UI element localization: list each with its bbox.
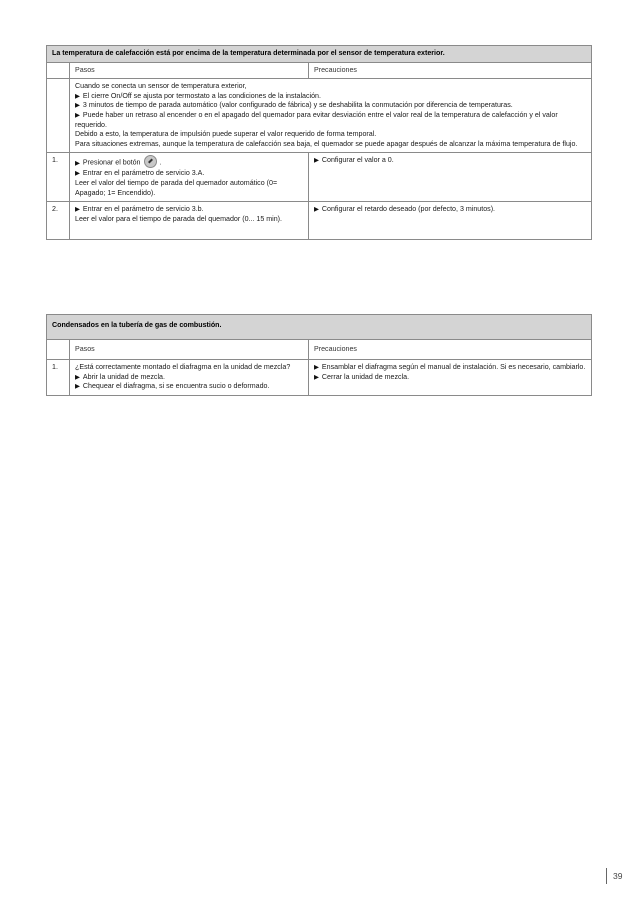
table-heating-temperature bbox=[46, 45, 592, 240]
step-cell: ▶ Presionar el botón . ▶ Entrar en el parámetro de servicio 3.A. Leer el valor del tiempo de parada del quemador automático (0= Apagado; 1= Encendido). bbox=[70, 153, 309, 202]
intro-text bbox=[70, 79, 592, 153]
blank-cell bbox=[47, 62, 70, 79]
precaution-cell: ▶ Ensamblar el diafragma según el manual de instalación. Si es necesario, cambiarlo. ▶ Cerrar la unidad de mezcla. bbox=[309, 360, 592, 396]
blank-cell bbox=[47, 339, 70, 360]
play-arrow-icon: ▶ bbox=[314, 373, 319, 381]
intro-bullet: ▶ Puede haber un retraso al encender o en el apagado del quemador para evitar desviación entre el valor real de la temperatura de calefacción y el valor requerido. bbox=[75, 110, 558, 129]
blank-cell bbox=[47, 79, 70, 153]
intro-bullet: ▶ El cierre On/Off se ajusta por termostato a las condiciones de la instalación. bbox=[75, 91, 321, 100]
step-cell: ▶ Entrar en el parámetro de servicio 3.b. Leer el valor para el tiempo de parada del quemador (0... 15 min). bbox=[70, 202, 309, 240]
intro-line: Debido a esto, la temperatura de impulsión puede superar el valor requerido de forma temporal. bbox=[75, 130, 377, 139]
step-cell: ¿Está correctamente montado el diafragma en la unidad de mezcla? ▶ Abrir la unidad de mezcla. ▶ Chequear el diafragma, si se encuentra sucio o deformado. bbox=[70, 360, 309, 396]
intro-line: Para situaciones extremas, aunque la temperatura de calefacción sea baja, el quemador se puede apagar después de alcanzar la máxima temperatura de flujo. bbox=[75, 139, 578, 148]
column-header-steps: Pasos bbox=[70, 62, 309, 79]
row-number: 1. bbox=[47, 153, 70, 202]
column-header-precautions: Precauciones bbox=[309, 62, 592, 79]
table-row bbox=[47, 202, 592, 240]
play-arrow-icon: ▶ bbox=[75, 170, 80, 178]
play-arrow-icon: ▶ bbox=[314, 364, 319, 372]
play-arrow-icon: ▶ bbox=[75, 373, 80, 381]
wrench-button-icon bbox=[144, 155, 157, 168]
column-header-precautions: Precauciones bbox=[309, 339, 592, 360]
play-arrow-icon: ▶ bbox=[75, 111, 80, 119]
play-arrow-icon: ▶ bbox=[314, 157, 319, 165]
play-arrow-icon: ▶ bbox=[75, 159, 80, 167]
intro-line: Cuando se conecta un sensor de temperatura exterior, bbox=[75, 82, 247, 91]
play-arrow-icon: ▶ bbox=[75, 206, 80, 214]
table-row bbox=[47, 153, 592, 202]
play-arrow-icon: ▶ bbox=[75, 102, 80, 110]
precaution-cell: ▶ Configurar el retardo deseado (por defecto, 3 minutos). bbox=[309, 202, 592, 240]
row-number: 1. bbox=[47, 360, 70, 396]
row-number: 2. bbox=[47, 202, 70, 240]
intro-bullet: ▶ 3 minutos de tiempo de parada automático (valor configurado de fábrica) y se deshabilita la conmutación por diferencia de temperaturas. bbox=[75, 101, 513, 110]
play-arrow-icon: ▶ bbox=[314, 206, 319, 214]
section-title: Condensados en la tubería de gas de combustión. bbox=[47, 315, 592, 340]
section-title: La temperatura de calefacción está por encima de la temperatura determinada por el sensor de temperatura exterior. bbox=[47, 46, 592, 63]
table-row bbox=[47, 360, 592, 396]
table-condensate bbox=[46, 314, 592, 396]
page-number: 39 bbox=[606, 868, 622, 884]
precaution-cell: ▶ Configurar el valor a 0. bbox=[309, 153, 592, 202]
play-arrow-icon: ▶ bbox=[75, 383, 80, 391]
play-arrow-icon: ▶ bbox=[75, 92, 80, 100]
column-header-steps: Pasos bbox=[70, 339, 309, 360]
